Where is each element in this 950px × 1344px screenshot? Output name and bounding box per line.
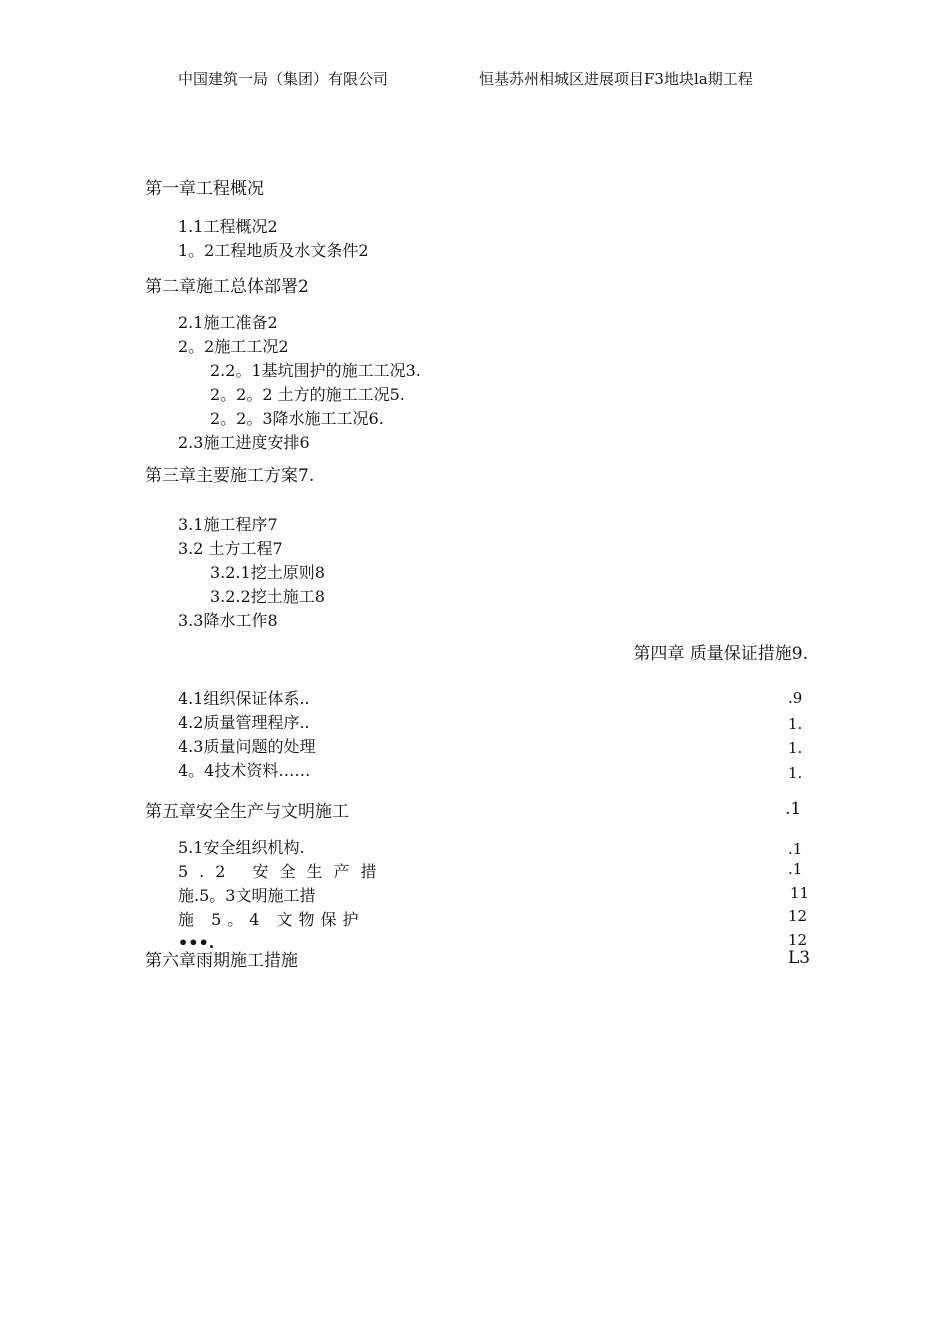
- toc-section-2-2[interactable]: 2。2施工工况2: [178, 337, 289, 356]
- header-project: 恒基苏州相城区进展项目F3地块la期工程: [479, 70, 753, 88]
- toc-page-5-3: 11: [790, 884, 810, 902]
- toc-section-5-3[interactable]: 施.5。3文明施工措: [178, 886, 316, 905]
- toc-section-5-1[interactable]: 5.1安全组织机构.: [178, 838, 305, 857]
- header-company: 中国建筑一局（集团）有限公司: [178, 70, 389, 88]
- toc-section-3-2-2[interactable]: 3.2.2挖土施工8: [210, 587, 325, 606]
- toc-page-5-5: 12: [788, 931, 808, 949]
- toc-section-2-2-1[interactable]: 2.2。1基坑围护的施工工况3.: [210, 361, 421, 380]
- toc-section-2-2-2[interactable]: 2。2。2 土方的施工工况5.: [210, 385, 405, 404]
- toc-section-4-4[interactable]: 4。4技术资料……: [178, 761, 311, 780]
- toc-page-5-4: 12: [788, 907, 808, 925]
- toc-page-4-1: .9: [788, 689, 803, 707]
- toc-page-4-2: 1.: [788, 715, 803, 733]
- toc-page-4-3: 1.: [788, 739, 803, 757]
- toc-section-5-2[interactable]: 5.2 安全生产措: [178, 862, 388, 881]
- toc-section-2-3[interactable]: 2.3施工进度安排6: [178, 433, 310, 452]
- toc-page-chapter-5: .1: [785, 799, 802, 819]
- toc-chapter-2[interactable]: 第二章施工总体部署2: [145, 277, 309, 297]
- toc-section-3-1[interactable]: 3.1施工程序7: [178, 515, 278, 534]
- toc-section-3-3[interactable]: 3.3降水工作8: [178, 611, 278, 630]
- toc-page-5-2: .1: [788, 860, 803, 878]
- toc-section-5-4[interactable]: 施 5。4 文物保护: [178, 910, 365, 929]
- toc-page-5-1: .1: [788, 840, 803, 858]
- toc-section-2-2-3[interactable]: 2。2。3降水施工工况6.: [210, 409, 384, 428]
- toc-section-1-2[interactable]: 1。2工程地质及水文条件2: [178, 241, 369, 260]
- toc-page-4-4: 1.: [788, 764, 803, 782]
- toc-section-5-5[interactable]: •••.: [178, 933, 215, 952]
- toc-chapter-6[interactable]: 第六章雨期施工措施: [145, 951, 298, 971]
- toc-section-4-3[interactable]: 4.3质量问题的处理: [178, 737, 316, 756]
- toc-section-4-1[interactable]: 4.1组织保证体系..: [178, 689, 310, 708]
- toc-page-chapter-6: L3: [788, 948, 811, 968]
- toc-section-4-2[interactable]: 4.2质量管理程序..: [178, 713, 310, 732]
- toc-section-2-1[interactable]: 2.1施工准备2: [178, 313, 278, 332]
- toc-section-3-2-1[interactable]: 3.2.1挖土原则8: [210, 563, 325, 582]
- toc-section-1-1[interactable]: 1.1工程概况2: [178, 217, 278, 236]
- toc-chapter-3[interactable]: 第三章主要施工方案7.: [145, 466, 315, 486]
- toc-chapter-5[interactable]: 第五章安全生产与文明施工: [145, 802, 349, 822]
- toc-chapter-4[interactable]: 第四章 质量保证措施9.: [633, 644, 808, 664]
- toc-chapter-1[interactable]: 第一章工程概况: [145, 179, 264, 199]
- toc-section-3-2[interactable]: 3.2 土方工程7: [178, 539, 283, 558]
